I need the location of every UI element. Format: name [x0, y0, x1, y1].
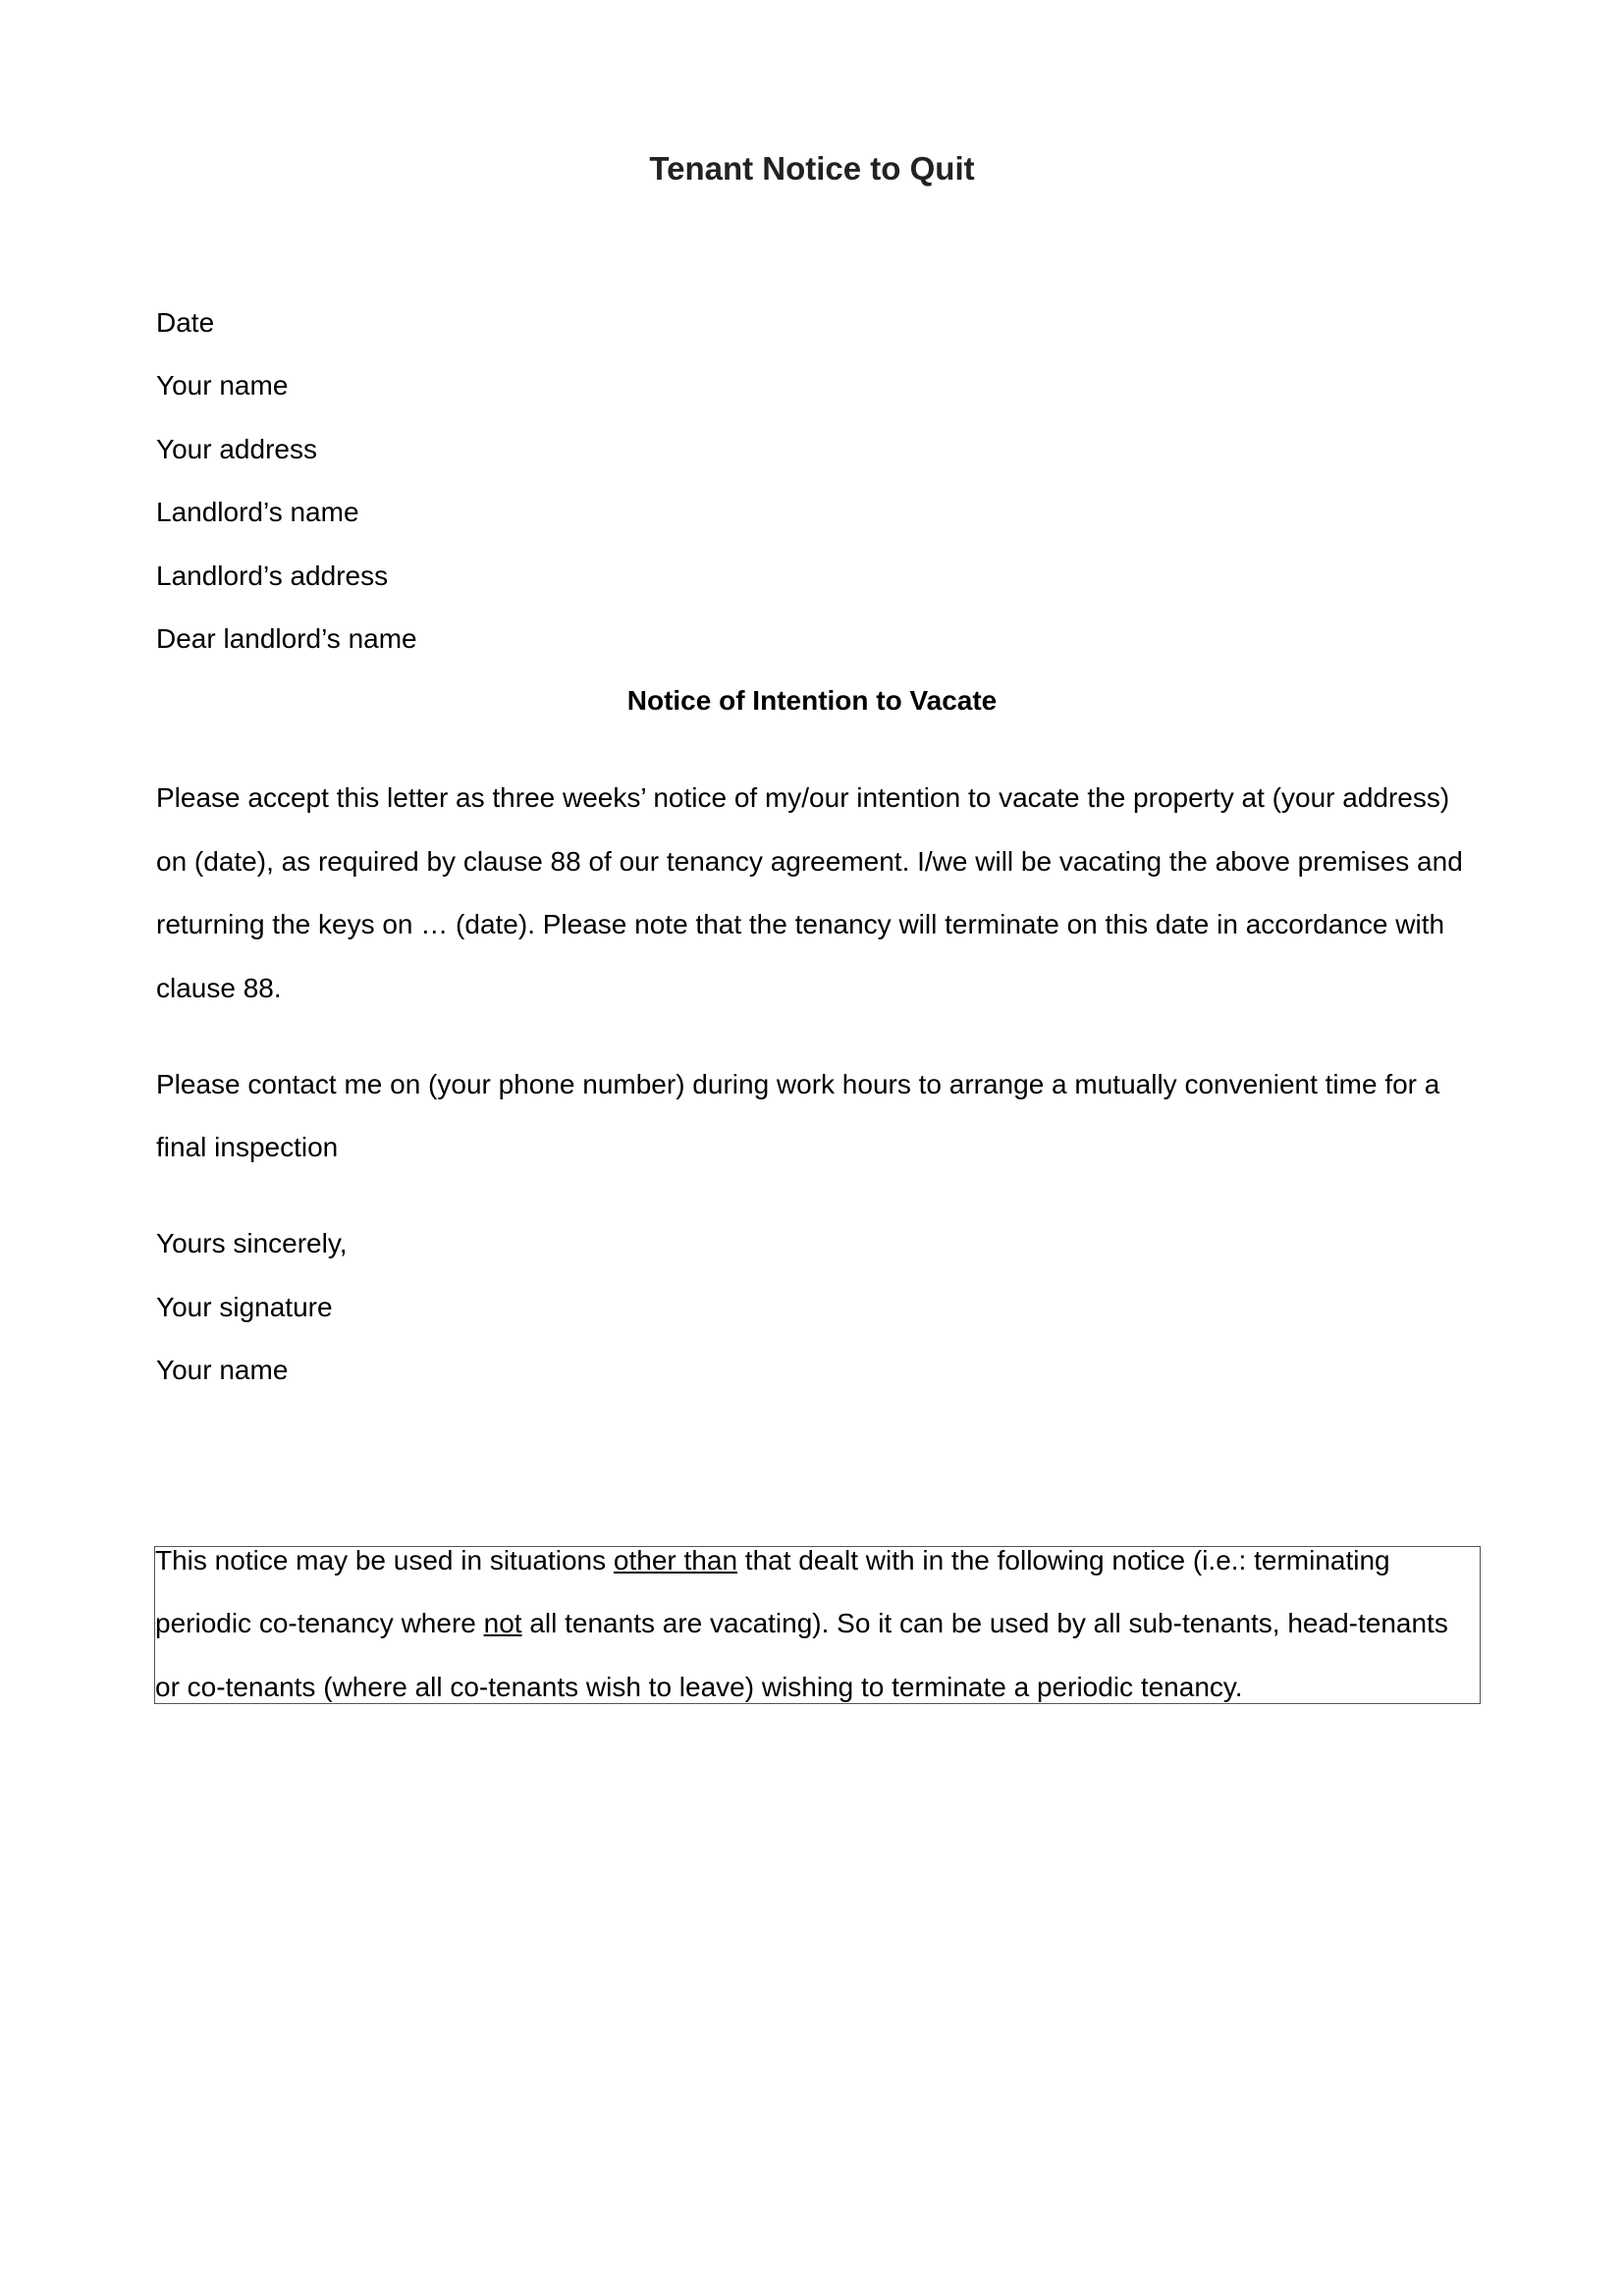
closing-name-field: Your name [156, 1355, 289, 1385]
inspection-paragraph-line: Please contact me on (your phone number) during work hours to arrange a mutually convenient time for a [156, 1069, 1440, 1099]
notice-paragraph-line: Please accept this letter as three weeks’ notice of my/our intention to vacate the property at (your address) [156, 782, 1450, 813]
landlord-address-field: Landlord’s address [156, 561, 389, 591]
page-title: Tenant Notice to Quit [649, 150, 975, 187]
date-field: Date [156, 307, 215, 338]
your-name-field: Your name [156, 370, 289, 400]
salutation: Dear landlord’s name [156, 623, 417, 654]
usage-note-line: or co-tenants (where all co-tenants wish to leave) wishing to terminate a periodic tenancy. [155, 1672, 1243, 1702]
usage-note-text: all tenants are vacating). So it can be used by all sub-tenants, head-tenants [521, 1608, 1448, 1638]
usage-note-emphasis: not [483, 1608, 522, 1638]
usage-note-line [155, 1544, 1390, 1577]
inspection-paragraph-line: final inspection [156, 1132, 339, 1162]
your-address-field: Your address [156, 434, 317, 464]
landlord-name-field: Landlord’s name [156, 497, 359, 527]
usage-note-text: periodic co-tenancy where [155, 1608, 484, 1638]
notice-paragraph-line: returning the keys on … (date). Please note that the tenancy will terminate on this date in accordance with [156, 909, 1445, 939]
notice-paragraph-line: on (date), as required by clause 88 of our tenancy agreement. I/we will be vacating the above premises and [156, 846, 1463, 877]
usage-note-line [155, 1607, 1448, 1640]
notice-subheading: Notice of Intention to Vacate [626, 685, 998, 716]
usage-note-text: that dealt with in the following notice (i.e.: terminating [737, 1545, 1390, 1575]
signature-field: Your signature [156, 1292, 333, 1322]
sign-off: Yours sincerely, [156, 1228, 348, 1258]
usage-note-text: This notice may be used in situations [155, 1545, 614, 1575]
notice-paragraph-line: clause 88. [156, 973, 282, 1003]
usage-note-emphasis: other than [613, 1545, 738, 1575]
